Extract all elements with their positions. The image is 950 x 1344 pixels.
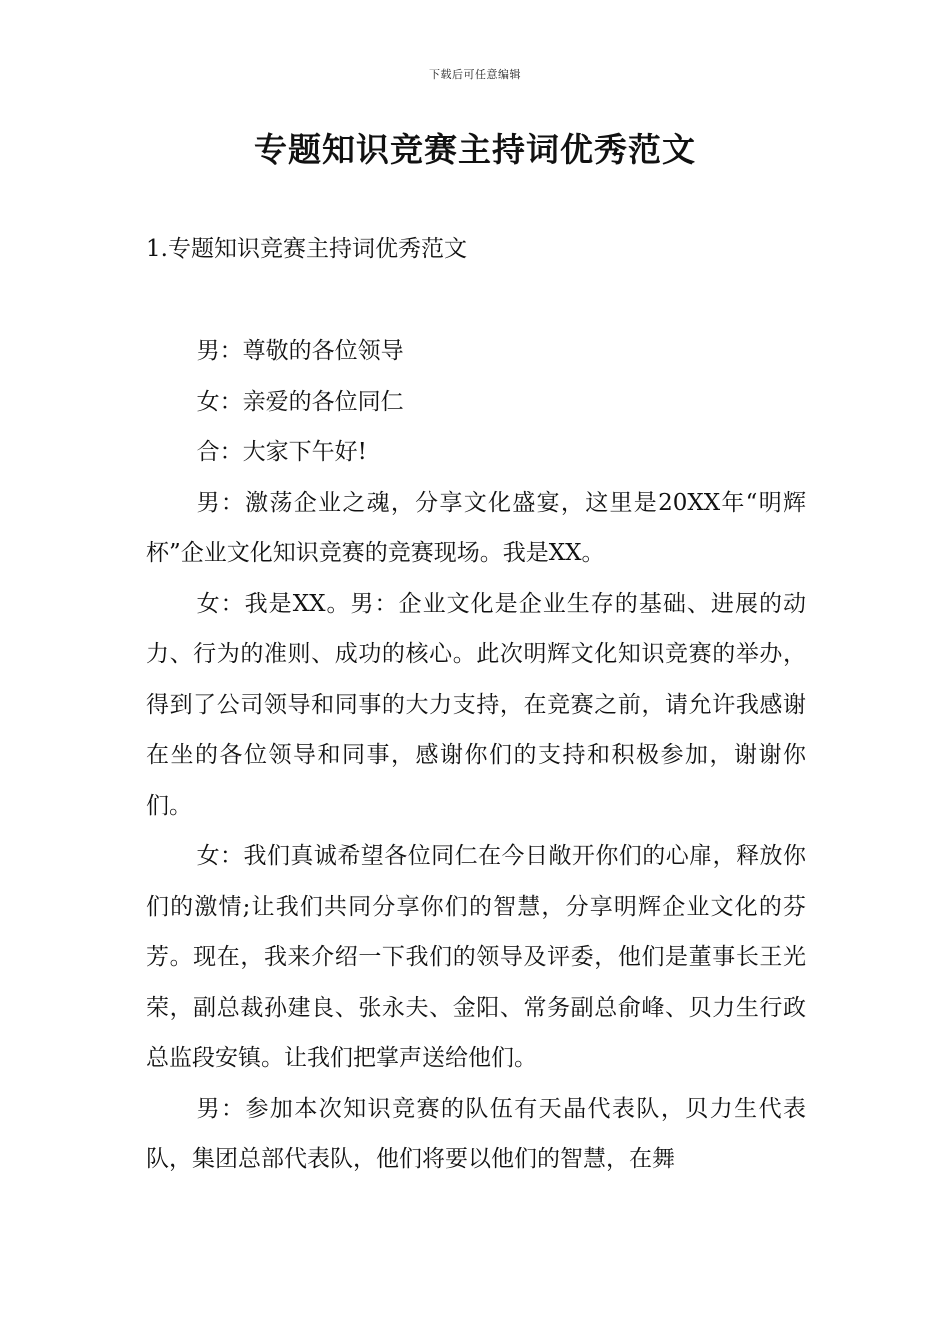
document-title: 专题知识竞赛主持词优秀范文 [254,130,696,169]
paragraph: 女：我是XX。男：企业文化是企业生存的基础、进展的动力、行为的准则、成功的核心。此次明辉文化知识竞赛的举办，得到了公司领导和同事的大力支持，在竞赛之前，请允许我感谢在坐的各位领导和同事，感谢你们的支持和积极参加，谢谢你们。 [146,590,806,819]
document-body [146,326,806,1185]
paragraph: 女：我们真诚希望各位同仁在今日敞开你们的心扉，释放你们的激情;让我们共同分享你们的智慧，分享明辉企业文化的芬芳。现在，我来介绍一下我们的领导及评委，他们是董事长王光荣，副总裁孙建良、张永夫、金阳、常务副总俞峰、贝力生行政总监段安镇。让我们把掌声送给他们。 [146,843,806,1071]
paragraph: 男：尊敬的各位领导 [196,338,404,364]
section-heading: 1.专题知识竞赛主持词优秀范文 [146,236,467,262]
paragraph: 合：大家下午好! [196,439,367,465]
paragraph: 男：激荡企业之魂，分享文化盛宴，这里是20XX年“明辉杯”企业文化知识竞赛的竞赛现场。我是XX。 [146,489,806,566]
header-note: 下载后可任意编辑 [429,68,521,81]
paragraph: 男：参加本次知识竞赛的队伍有天晶代表队，贝力生代表队，集团总部代表队，他们将要以他们的智慧，在舞 [146,1095,806,1172]
paragraph: 女：亲爱的各位同仁 [196,388,404,415]
